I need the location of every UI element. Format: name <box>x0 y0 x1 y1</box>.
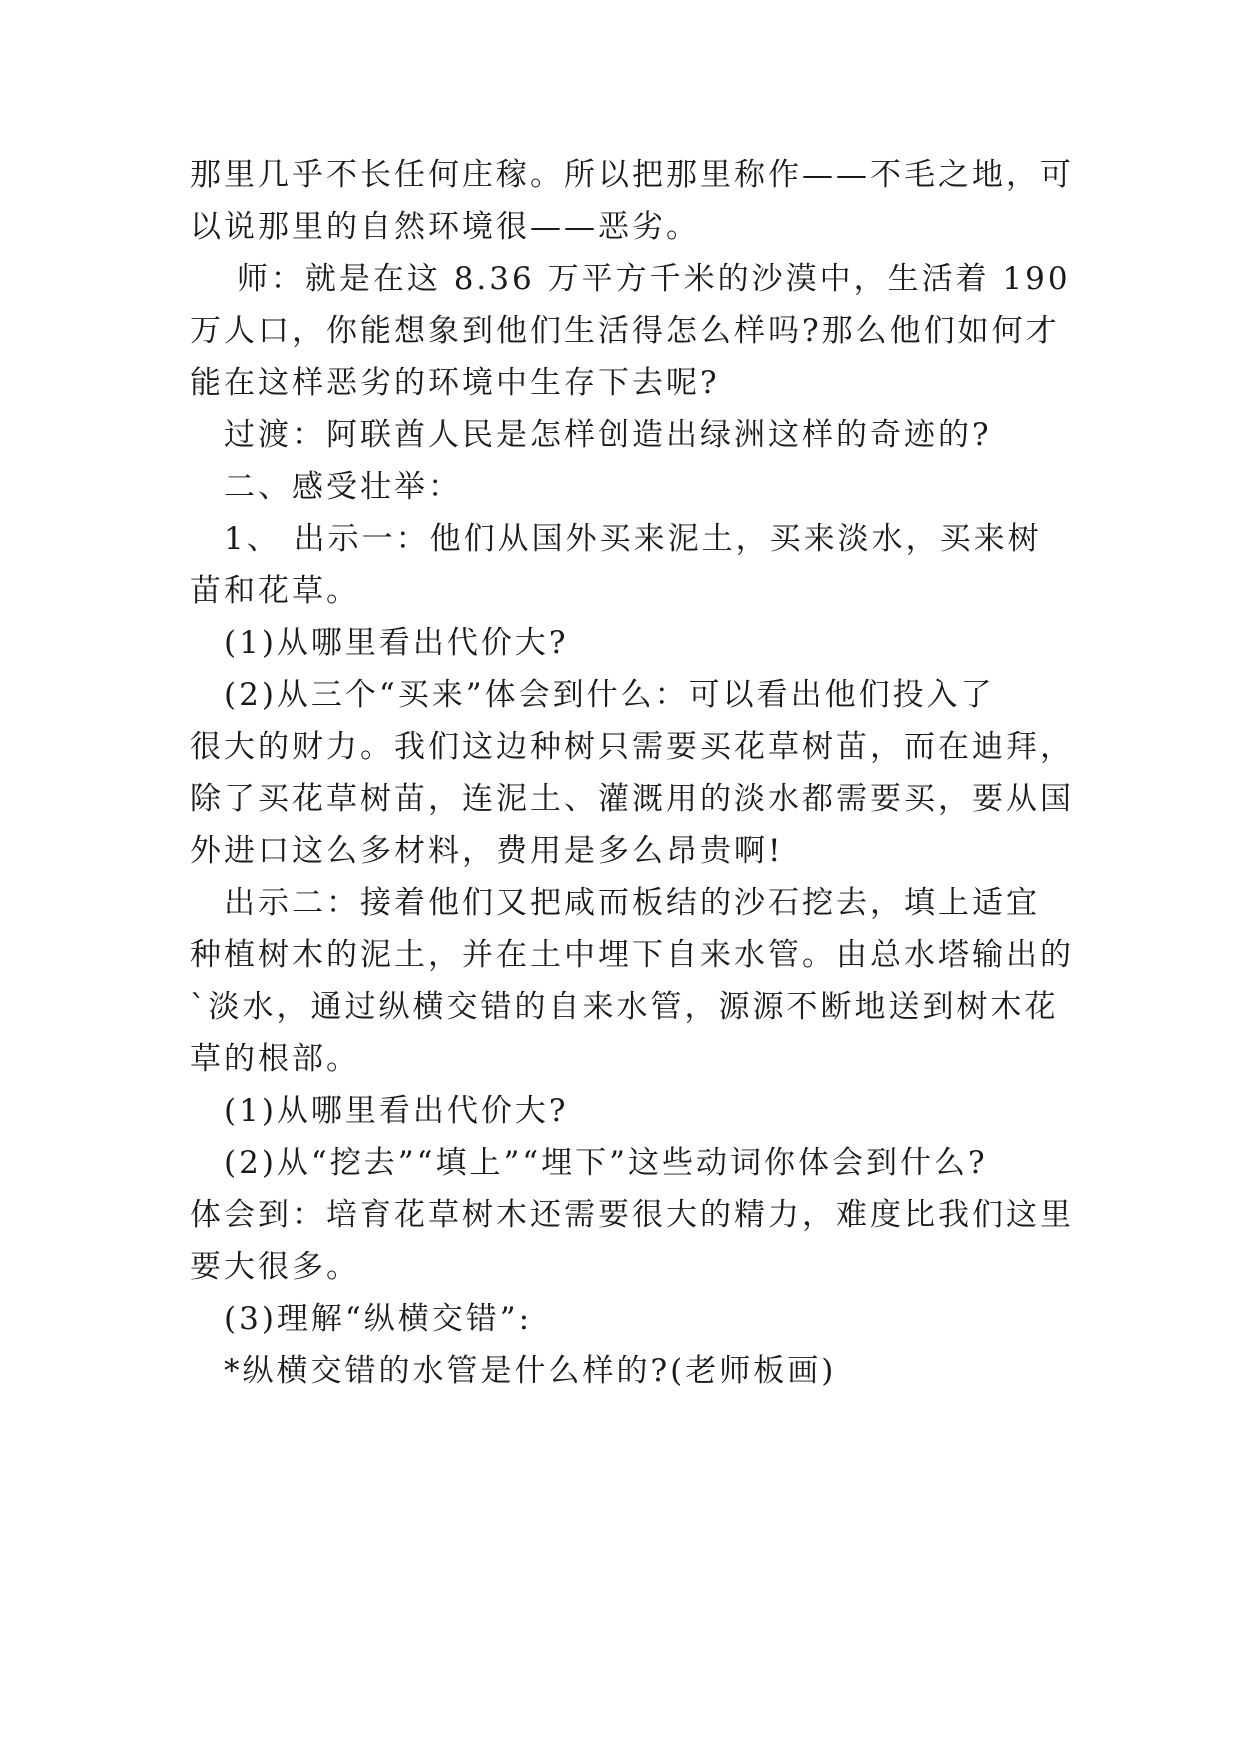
text-line: 师：就是在这 8.36 万平方千米的沙漠中，生活着 190 <box>190 261 1071 297</box>
text-line: (1)从哪里看出代价大? <box>190 625 569 661</box>
text-line: 要大很多。 <box>190 1249 360 1285</box>
text-line: *纵横交错的水管是什么样的?(老师板画) <box>190 1353 837 1389</box>
section-heading: 二、感受壮举： <box>190 469 462 505</box>
text-line: 外进口这么多材料，费用是多么昂贵啊! <box>190 833 784 869</box>
text-line: 体会到：培育花草树木还需要很大的精力，难度比我们这里 <box>190 1197 1074 1233</box>
text-line: 1、 出示一：他们从国外买来泥土，买来淡水，买来树 <box>190 521 1042 557</box>
text-line: 草的根部。 <box>190 1041 360 1077</box>
text-line: 除了买花草树苗，连泥土、灌溉用的淡水都需要买，要从国 <box>190 781 1074 817</box>
text-line: (3)理解“纵横交错”: <box>190 1301 533 1337</box>
text-line: 万人口，你能想象到他们生活得怎么样吗?那么他们如何才 <box>190 313 1060 349</box>
text-line: 以说那里的自然环境很——恶劣。 <box>190 209 700 245</box>
text-line: 出示二：接着他们又把咸而板结的沙石挖去，填上适宜 <box>190 885 1040 921</box>
text-line: 那里几乎不长任何庄稼。所以把那里称作——不毛之地，可 <box>190 157 1074 193</box>
text-line: 苗和花草。 <box>190 573 360 609</box>
text-line: (2)从三个“买来”体会到什么：可以看出他们投入了 <box>190 677 995 713</box>
text-line: 过渡：阿联酋人民是怎样创造出绿洲这样的奇迹的? <box>190 417 992 453</box>
text-line: 很大的财力。我们这边种树只需要买花草树苗，而在迪拜， <box>190 729 1074 765</box>
text-line: 种植树木的泥土，并在土中埋下自来水管。由总水塔输出的 <box>190 937 1074 973</box>
text-line: (1)从哪里看出代价大? <box>190 1093 569 1129</box>
text-line: `淡水，通过纵横交错的自来水管，源源不断地送到树木花 <box>190 989 1059 1025</box>
text-line: 能在这样恶劣的环境中生存下去呢? <box>190 365 720 401</box>
text-line: (2)从“挖去”“填上”“埋下”这些动词你体会到什么? <box>190 1145 988 1181</box>
